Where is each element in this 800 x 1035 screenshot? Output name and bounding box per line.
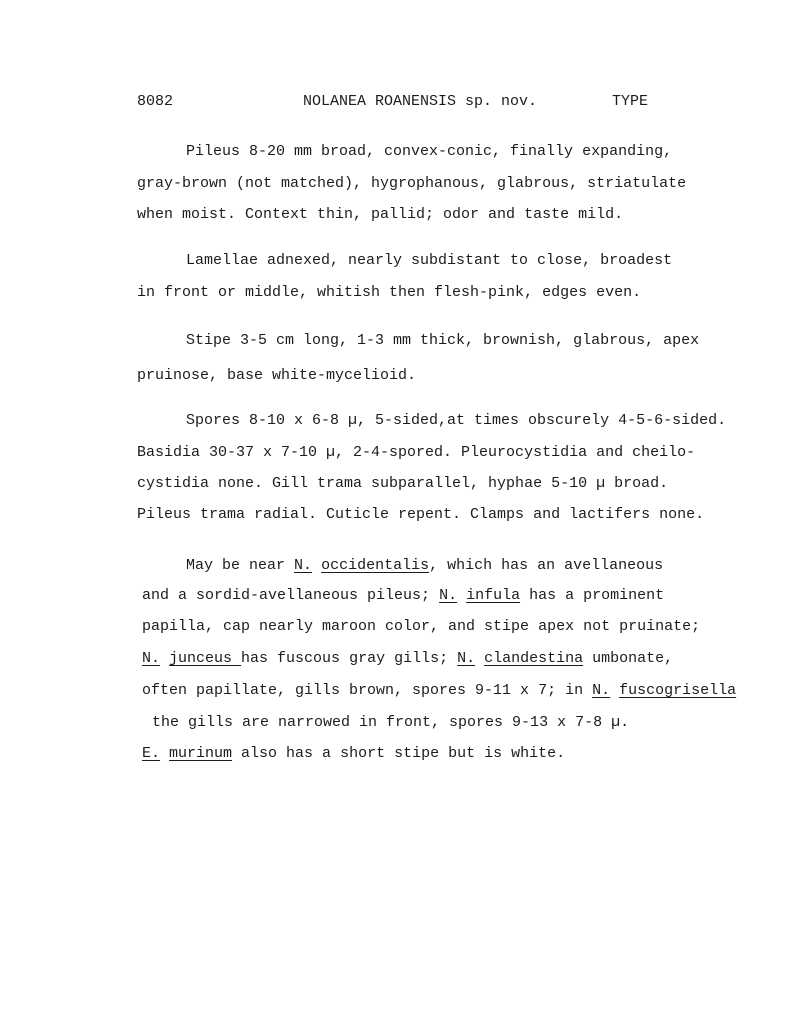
- stipe-line-2: pruinose, base white-mycelioid.: [137, 367, 417, 384]
- genus-abbrev: N.: [142, 650, 161, 667]
- pileus-line-3: when moist. Context thin, pallid; odor and taste mild.: [137, 206, 624, 223]
- lamellae-line-1: Lamellae adnexed, nearly subdistant to close, broadest: [186, 252, 673, 269]
- species-name-clandestina: clandestina: [484, 650, 584, 667]
- species-title: NOLANEA ROANENSIS sp. nov.: [303, 93, 538, 110]
- page-number: 8082: [137, 93, 174, 110]
- comparison-line-7: [142, 744, 565, 764]
- genus-abbrev: N.: [592, 682, 611, 699]
- page-header: [0, 93, 800, 113]
- spores-line-3: cystidia none. Gill trama subparallel, hyphae 5-10 µ broad.: [137, 475, 669, 492]
- genus-abbrev: N.: [439, 587, 458, 604]
- spores-line-1: Spores 8-10 x 6-8 µ, 5-sided,at times obscurely 4-5-6-sided.: [186, 412, 727, 429]
- genus-abbrev: N.: [457, 650, 476, 667]
- spores-line-2: Basidia 30-37 x 7-10 µ, 2-4-spored. Pleurocystidia and cheilo-: [137, 444, 696, 461]
- comparison-line-2: [142, 586, 664, 606]
- text-run: has a prominent: [520, 587, 665, 604]
- text-run: umbonate,: [583, 650, 674, 667]
- text-run: also has a short stipe but is white.: [232, 745, 566, 762]
- pileus-line-1: Pileus 8-20 mm broad, convex-conic, finally expanding,: [186, 143, 673, 160]
- pileus-line-2: gray-brown (not matched), hygrophanous, glabrous, striatulate: [137, 175, 687, 192]
- text-run: often papillate, gills brown, spores 9-11 x 7; in: [142, 682, 593, 699]
- species-name-infula: infula: [466, 587, 521, 604]
- text-run: has fuscous gray gills;: [241, 650, 458, 667]
- species-name-fuscogrisella: fuscogrisella: [619, 682, 737, 699]
- comparison-line-4: [142, 649, 673, 669]
- species-name-occidentalis: occidentalis: [321, 557, 430, 574]
- type-label: TYPE: [612, 93, 649, 110]
- lamellae-line-2: in front or middle, whitish then flesh-pink, edges even.: [137, 284, 642, 301]
- comparison-line-1: [186, 556, 663, 576]
- text-run: and a sordid-avellaneous pileus;: [142, 587, 440, 604]
- genus-abbrev: E.: [142, 745, 161, 762]
- comparison-line-3: papilla, cap nearly maroon color, and stipe apex not pruinate;: [142, 618, 701, 635]
- text-run: May be near: [186, 557, 295, 574]
- species-name-murinum: murinum: [169, 745, 233, 762]
- comparison-line-6: the gills are narrowed in front, spores 9-13 x 7-8 µ.: [152, 714, 630, 731]
- comparison-line-5: [142, 681, 736, 701]
- species-name-junceus: junceus: [169, 650, 242, 667]
- spores-line-4: Pileus trama radial. Cuticle repent. Clamps and lactifers none.: [137, 506, 705, 523]
- genus-abbrev: N.: [294, 557, 313, 574]
- stipe-line-1: Stipe 3-5 cm long, 1-3 mm thick, brownish, glabrous, apex: [186, 332, 700, 349]
- text-run: , which has an avellaneous: [429, 557, 664, 574]
